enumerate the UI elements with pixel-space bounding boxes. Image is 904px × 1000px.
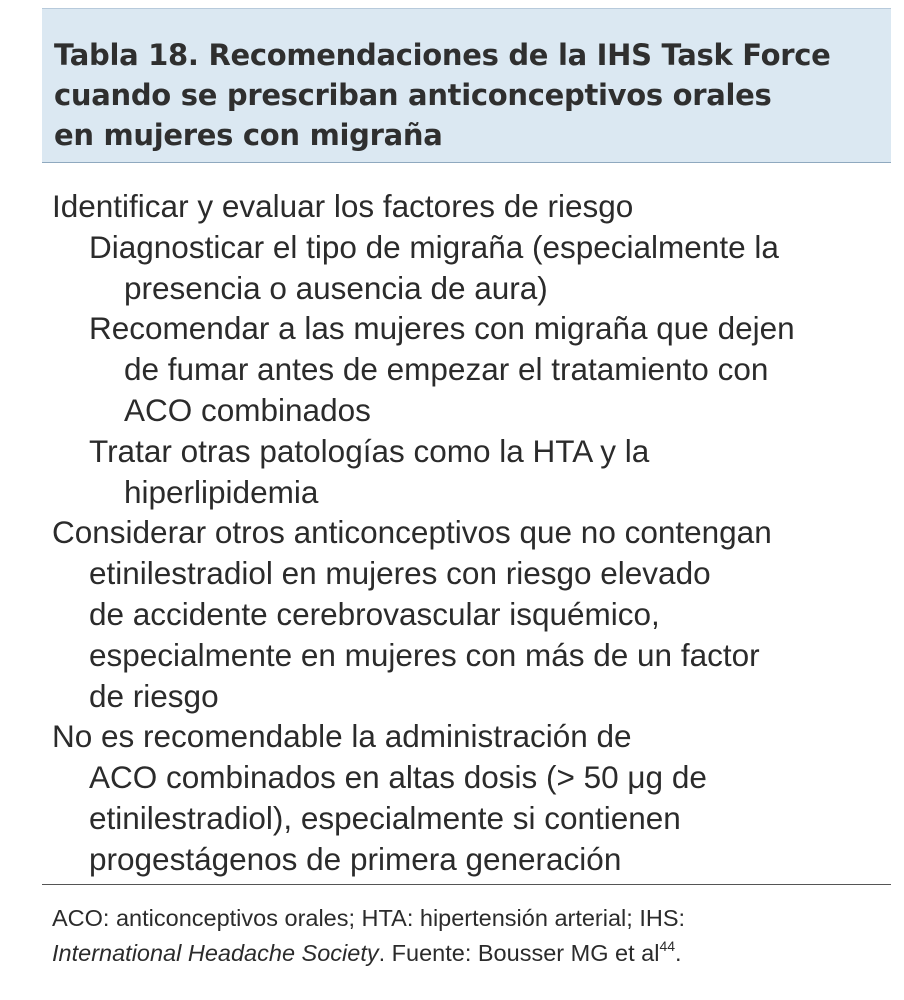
table-footnote (42, 885, 891, 971)
recommendation-text: Recomendar a las mujeres con migraña que dejen (89, 310, 795, 347)
recommendation-text: Diagnosticar el tipo de migraña (especialmente la (89, 228, 779, 265)
recommendation-text: especialmente en mujeres con más de un factor (89, 636, 760, 673)
recommendation-text: ACO combinados en altas dosis (> 50 μg de (89, 759, 707, 796)
recommendation-text: etinilestradiol en mujeres con riesgo elevado (89, 555, 711, 592)
recommendation-text: etinilestradiol), especialmente si contienen (89, 799, 681, 836)
footnote-abbreviations: ACO: anticonceptivos orales; HTA: hipertensión arterial; IHS: (52, 905, 686, 931)
recommendation-text: de riesgo (89, 677, 219, 714)
table-title-line: cuando se prescriban anticonceptivos orales (54, 78, 772, 112)
recommendation-text: ACO combinados (124, 391, 371, 428)
recommendation-text: Considerar otros anticonceptivos que no contengan (52, 514, 772, 551)
recommendation-text: hiperlipidemia (124, 473, 319, 510)
recommendation-text: Tratar otras patologías como la HTA y la (89, 432, 650, 469)
table-title (54, 35, 891, 155)
recommendation-item (52, 186, 891, 227)
recommendation-subitem (52, 431, 891, 513)
recommendation-text: progestágenos de primera generación (89, 840, 622, 877)
table-title-line: en mujeres con migraña (54, 118, 443, 152)
table-title-band (42, 8, 891, 163)
recommendation-text: presencia o ausencia de aura) (124, 269, 548, 306)
recommendations-list (42, 163, 891, 884)
footnote-source-text: . Fuente: Bousser MG et al (378, 940, 660, 966)
recommendation-text: Identificar y evaluar los factores de riesgo (52, 188, 634, 224)
recommendation-text: No es recomendable la administración de (52, 718, 632, 755)
footnote-source (52, 936, 891, 971)
table-title-line: Tabla 18. Recomendaciones de la IHS Task Force (54, 38, 831, 72)
recommendation-subitem (52, 227, 891, 309)
footnote-society-name: International Headache Society (52, 940, 379, 966)
recommendation-subitem (52, 308, 891, 430)
recommendation-item (52, 512, 891, 716)
recommendation-text: de fumar antes de empezar el tratamiento con (124, 351, 769, 388)
recommendation-item (52, 716, 891, 879)
table-18 (42, 8, 891, 971)
footnote-period: . (675, 940, 682, 966)
footnote-reference-number: 44 (659, 938, 676, 954)
recommendation-text: de accidente cerebrovascular isquémico, (89, 595, 660, 632)
